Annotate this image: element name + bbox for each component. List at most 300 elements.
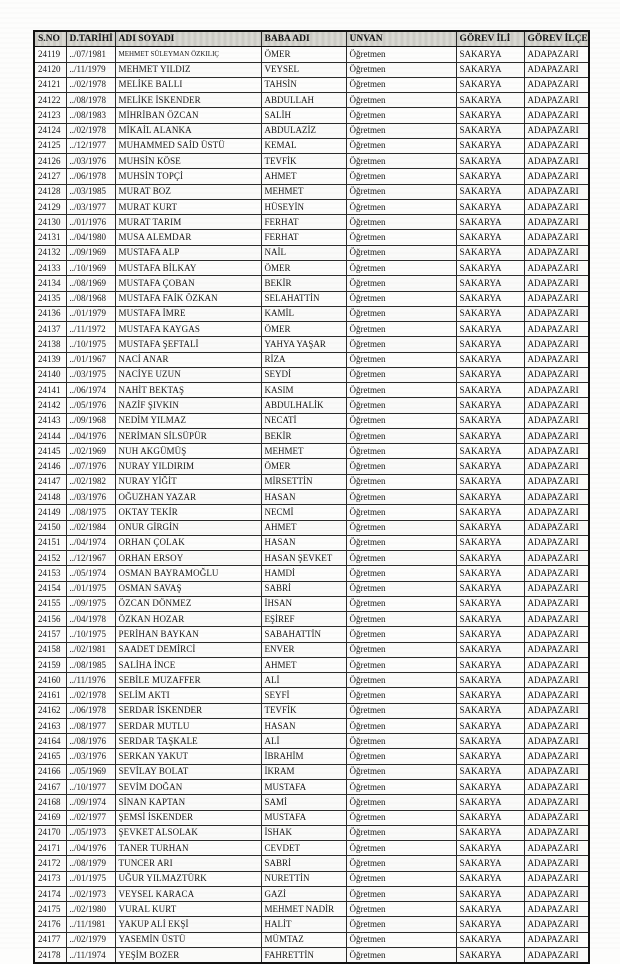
cell-unvan: Öğretmen [346, 886, 456, 901]
cell-adi-soyadi: MEHMET SÜLEYMAN ÖZKILIÇ [115, 47, 261, 62]
cell-d-tarihi: ../03/1976 [66, 154, 115, 169]
column-header-adi-soyadi: ADI SOYADI [115, 31, 261, 47]
cell-sno: 24159 [34, 657, 66, 672]
cell-unvan: Öğretmen [346, 322, 456, 337]
cell-d-tarihi: ../09/1969 [66, 245, 115, 260]
cell-sno: 24177 [34, 932, 66, 947]
cell-baba-adi: HÜSEYİN [261, 199, 346, 214]
table-row [34, 245, 589, 260]
cell-adi-soyadi: ONUR GİRGİN [115, 520, 261, 535]
table-row [34, 780, 589, 795]
cell-d-tarihi: ../09/1975 [66, 596, 115, 611]
cell-gorev-ilce: ADAPAZARI [524, 306, 589, 321]
table-row [34, 62, 589, 77]
cell-unvan: Öğretmen [346, 47, 456, 62]
cell-gorev-ilce: ADAPAZARI [524, 520, 589, 535]
cell-sno: 24137 [34, 322, 66, 337]
table-row [34, 764, 589, 779]
cell-gorev-ilce: ADAPAZARI [524, 337, 589, 352]
cell-sno: 24152 [34, 551, 66, 566]
cell-sno: 24140 [34, 367, 66, 382]
cell-baba-adi: SEYDİ [261, 367, 346, 382]
cell-gorev-ilce: ADAPAZARI [524, 230, 589, 245]
table-row [34, 489, 589, 504]
cell-gorev-ilce: ADAPAZARI [524, 856, 589, 871]
cell-baba-adi: YAHYA YAŞAR [261, 337, 346, 352]
table-row [34, 184, 589, 199]
cell-sno: 24168 [34, 795, 66, 810]
cell-baba-adi: SALİH [261, 108, 346, 123]
cell-adi-soyadi: ÖZKAN HOZAR [115, 612, 261, 627]
cell-d-tarihi: ../03/1976 [66, 489, 115, 504]
cell-gorev-ili: SAKARYA [456, 230, 524, 245]
cell-sno: 24154 [34, 581, 66, 596]
cell-sno: 24129 [34, 199, 66, 214]
table-row [34, 230, 589, 245]
table-row [34, 276, 589, 291]
cell-gorev-ili: SAKARYA [456, 856, 524, 871]
cell-baba-adi: HAMDİ [261, 566, 346, 581]
cell-adi-soyadi: OSMAN BAYRAMOĞLU [115, 566, 261, 581]
cell-gorev-ilce: ADAPAZARI [524, 947, 589, 963]
cell-d-tarihi: ../05/1974 [66, 566, 115, 581]
cell-sno: 24147 [34, 474, 66, 489]
cell-baba-adi: HASAN [261, 718, 346, 733]
cell-gorev-ilce: ADAPAZARI [524, 688, 589, 703]
cell-adi-soyadi: ÖZCAN DÖNMEZ [115, 596, 261, 611]
cell-d-tarihi: ../05/1969 [66, 764, 115, 779]
cell-d-tarihi: ../11/1981 [66, 917, 115, 932]
cell-unvan: Öğretmen [346, 123, 456, 138]
cell-unvan: Öğretmen [346, 428, 456, 443]
cell-baba-adi: ÖMER [261, 322, 346, 337]
cell-sno: 24139 [34, 352, 66, 367]
cell-gorev-ilce: ADAPAZARI [524, 245, 589, 260]
cell-d-tarihi: ../03/1977 [66, 199, 115, 214]
cell-unvan: Öğretmen [346, 260, 456, 275]
cell-baba-adi: NAİL [261, 245, 346, 260]
cell-adi-soyadi: MİHRİBAN ÖZCAN [115, 108, 261, 123]
cell-gorev-ilce: ADAPAZARI [524, 154, 589, 169]
cell-gorev-ili: SAKARYA [456, 489, 524, 504]
cell-unvan: Öğretmen [346, 245, 456, 260]
cell-gorev-ilce: ADAPAZARI [524, 902, 589, 917]
cell-d-tarihi: ../10/1969 [66, 260, 115, 275]
cell-gorev-ili: SAKARYA [456, 596, 524, 611]
cell-baba-adi: SAMİ [261, 795, 346, 810]
cell-gorev-ili: SAKARYA [456, 841, 524, 856]
cell-d-tarihi: ../02/1978 [66, 688, 115, 703]
cell-d-tarihi: ../01/1975 [66, 871, 115, 886]
cell-sno: 24157 [34, 627, 66, 642]
cell-adi-soyadi: OKTAY TEKİR [115, 505, 261, 520]
cell-adi-soyadi: SEBİLE MUZAFFER [115, 673, 261, 688]
cell-d-tarihi: ../03/1976 [66, 749, 115, 764]
cell-gorev-ili: SAKARYA [456, 627, 524, 642]
table-header [34, 31, 589, 47]
cell-sno: 24123 [34, 108, 66, 123]
cell-unvan: Öğretmen [346, 642, 456, 657]
table-row [34, 93, 589, 108]
cell-gorev-ilce: ADAPAZARI [524, 474, 589, 489]
cell-adi-soyadi: MUSTAFA BİLKAY [115, 260, 261, 275]
cell-sno: 24138 [34, 337, 66, 352]
cell-adi-soyadi: SEVİM DOĞAN [115, 780, 261, 795]
cell-adi-soyadi: MUSA ALEMDAR [115, 230, 261, 245]
cell-unvan: Öğretmen [346, 734, 456, 749]
cell-adi-soyadi: PERİHAN BAYKAN [115, 627, 261, 642]
cell-sno: 24132 [34, 245, 66, 260]
cell-sno: 24172 [34, 856, 66, 871]
cell-unvan: Öğretmen [346, 871, 456, 886]
cell-unvan: Öğretmen [346, 856, 456, 871]
cell-baba-adi: NECMİ [261, 505, 346, 520]
cell-baba-adi: AHMET [261, 169, 346, 184]
cell-baba-adi: HASAN ŞEVKET [261, 551, 346, 566]
cell-d-tarihi: ../02/1969 [66, 444, 115, 459]
cell-unvan: Öğretmen [346, 230, 456, 245]
cell-adi-soyadi: SALİHA İNCE [115, 657, 261, 672]
cell-d-tarihi: ../02/1981 [66, 642, 115, 657]
cell-unvan: Öğretmen [346, 199, 456, 214]
cell-d-tarihi: ../08/1969 [66, 276, 115, 291]
cell-sno: 24176 [34, 917, 66, 932]
cell-gorev-ili: SAKARYA [456, 520, 524, 535]
cell-adi-soyadi: NACİYE UZUN [115, 367, 261, 382]
cell-sno: 24163 [34, 718, 66, 733]
cell-gorev-ilce: ADAPAZARI [524, 77, 589, 92]
cell-baba-adi: AHMET [261, 657, 346, 672]
cell-gorev-ilce: ADAPAZARI [524, 764, 589, 779]
cell-gorev-ili: SAKARYA [456, 215, 524, 230]
table-row [34, 535, 589, 550]
column-header-gorev-ili: GÖREV İLİ [456, 31, 524, 47]
table-row [34, 138, 589, 153]
cell-gorev-ilce: ADAPAZARI [524, 780, 589, 795]
cell-adi-soyadi: NUH AKGÜMÜŞ [115, 444, 261, 459]
table-row [34, 108, 589, 123]
cell-unvan: Öğretmen [346, 902, 456, 917]
cell-gorev-ilce: ADAPAZARI [524, 260, 589, 275]
cell-gorev-ili: SAKARYA [456, 581, 524, 596]
cell-d-tarihi: ../08/1977 [66, 718, 115, 733]
cell-d-tarihi: ../04/1974 [66, 535, 115, 550]
cell-gorev-ili: SAKARYA [456, 306, 524, 321]
cell-unvan: Öğretmen [346, 184, 456, 199]
cell-gorev-ilce: ADAPAZARI [524, 749, 589, 764]
cell-sno: 24119 [34, 47, 66, 62]
cell-adi-soyadi: MUSTAFA KAYGAS [115, 322, 261, 337]
cell-d-tarihi: ../08/1975 [66, 505, 115, 520]
cell-unvan: Öğretmen [346, 337, 456, 352]
table-row [34, 917, 589, 932]
cell-unvan: Öğretmen [346, 688, 456, 703]
cell-gorev-ilce: ADAPAZARI [524, 215, 589, 230]
cell-adi-soyadi: NERİMAN SİLSÜPÜR [115, 428, 261, 443]
cell-gorev-ilce: ADAPAZARI [524, 612, 589, 627]
cell-gorev-ilce: ADAPAZARI [524, 871, 589, 886]
cell-unvan: Öğretmen [346, 276, 456, 291]
column-header-baba-adi: BABA ADI [261, 31, 346, 47]
cell-gorev-ilce: ADAPAZARI [524, 566, 589, 581]
cell-baba-adi: BEKİR [261, 428, 346, 443]
cell-sno: 24151 [34, 535, 66, 550]
cell-gorev-ilce: ADAPAZARI [524, 642, 589, 657]
cell-gorev-ili: SAKARYA [456, 428, 524, 443]
cell-gorev-ilce: ADAPAZARI [524, 657, 589, 672]
cell-d-tarihi: ../02/1978 [66, 77, 115, 92]
cell-adi-soyadi: NACİ ANAR [115, 352, 261, 367]
cell-unvan: Öğretmen [346, 108, 456, 123]
cell-baba-adi: İSHAK [261, 825, 346, 840]
cell-adi-soyadi: MURAT BOZ [115, 184, 261, 199]
table-row [34, 47, 589, 62]
cell-d-tarihi: ../03/1975 [66, 367, 115, 382]
cell-d-tarihi: ../08/1968 [66, 291, 115, 306]
cell-gorev-ilce: ADAPAZARI [524, 276, 589, 291]
cell-unvan: Öğretmen [346, 413, 456, 428]
cell-sno: 24126 [34, 154, 66, 169]
cell-baba-adi: MEHMET [261, 184, 346, 199]
table-row [34, 932, 589, 947]
column-header-d-tarihi: D.TARİHİ [66, 31, 115, 47]
cell-sno: 24166 [34, 764, 66, 779]
cell-baba-adi: SEYFİ [261, 688, 346, 703]
cell-gorev-ili: SAKARYA [456, 93, 524, 108]
cell-sno: 24125 [34, 138, 66, 153]
cell-baba-adi: ABDULHALİK [261, 398, 346, 413]
cell-d-tarihi: ../08/1979 [66, 856, 115, 871]
cell-d-tarihi: ../06/1974 [66, 383, 115, 398]
cell-gorev-ilce: ADAPAZARI [524, 810, 589, 825]
cell-sno: 24148 [34, 489, 66, 504]
column-header-sno: S.NO [34, 31, 66, 47]
cell-unvan: Öğretmen [346, 825, 456, 840]
cell-baba-adi: HASAN [261, 535, 346, 550]
cell-adi-soyadi: MİKAİL ALANKA [115, 123, 261, 138]
cell-baba-adi: SABAHATTİN [261, 627, 346, 642]
table-row [34, 154, 589, 169]
cell-d-tarihi: ../10/1975 [66, 337, 115, 352]
cell-d-tarihi: ../11/1972 [66, 322, 115, 337]
cell-unvan: Öğretmen [346, 93, 456, 108]
cell-adi-soyadi: MURAT TARIM [115, 215, 261, 230]
cell-baba-adi: ÖMER [261, 459, 346, 474]
cell-unvan: Öğretmen [346, 444, 456, 459]
cell-baba-adi: TEVFİK [261, 154, 346, 169]
cell-gorev-ili: SAKARYA [456, 337, 524, 352]
cell-adi-soyadi: SEVİLAY BOLAT [115, 764, 261, 779]
cell-gorev-ilce: ADAPAZARI [524, 383, 589, 398]
cell-d-tarihi: ../12/1967 [66, 551, 115, 566]
cell-sno: 24173 [34, 871, 66, 886]
cell-baba-adi: MİRSETTİN [261, 474, 346, 489]
table-row [34, 383, 589, 398]
cell-gorev-ilce: ADAPAZARI [524, 108, 589, 123]
cell-gorev-ili: SAKARYA [456, 138, 524, 153]
cell-gorev-ilce: ADAPAZARI [524, 352, 589, 367]
cell-d-tarihi: ../12/1977 [66, 138, 115, 153]
cell-adi-soyadi: YEŞİM BOZER [115, 947, 261, 963]
table-row [34, 795, 589, 810]
cell-sno: 24130 [34, 215, 66, 230]
cell-gorev-ilce: ADAPAZARI [524, 169, 589, 184]
cell-adi-soyadi: MUHSİN TOPÇİ [115, 169, 261, 184]
cell-d-tarihi: ../02/1980 [66, 902, 115, 917]
cell-baba-adi: RİZA [261, 352, 346, 367]
cell-gorev-ilce: ADAPAZARI [524, 673, 589, 688]
cell-gorev-ili: SAKARYA [456, 642, 524, 657]
cell-baba-adi: SELAHATTİN [261, 291, 346, 306]
cell-d-tarihi: ../06/1978 [66, 169, 115, 184]
cell-gorev-ili: SAKARYA [456, 184, 524, 199]
cell-sno: 24155 [34, 596, 66, 611]
cell-baba-adi: KASIM [261, 383, 346, 398]
cell-unvan: Öğretmen [346, 291, 456, 306]
cell-unvan: Öğretmen [346, 947, 456, 963]
cell-gorev-ili: SAKARYA [456, 444, 524, 459]
table-row [34, 215, 589, 230]
cell-gorev-ili: SAKARYA [456, 474, 524, 489]
cell-sno: 24178 [34, 947, 66, 963]
cell-gorev-ili: SAKARYA [456, 276, 524, 291]
cell-sno: 24133 [34, 260, 66, 275]
cell-baba-adi: ÖMER [261, 260, 346, 275]
cell-adi-soyadi: NAZİF ŞIVKIN [115, 398, 261, 413]
table-row [34, 367, 589, 382]
cell-sno: 24145 [34, 444, 66, 459]
table-row [34, 642, 589, 657]
cell-gorev-ili: SAKARYA [456, 764, 524, 779]
cell-adi-soyadi: MUSTAFA ŞEFTALİ [115, 337, 261, 352]
cell-d-tarihi: ../05/1976 [66, 398, 115, 413]
cell-adi-soyadi: YASEMİN ÜSTÜ [115, 932, 261, 947]
cell-baba-adi: ALİ [261, 673, 346, 688]
cell-adi-soyadi: MUSTAFA FAİK ÖZKAN [115, 291, 261, 306]
cell-gorev-ili: SAKARYA [456, 383, 524, 398]
cell-unvan: Öğretmen [346, 474, 456, 489]
cell-adi-soyadi: ORHAN ÇOLAK [115, 535, 261, 550]
cell-unvan: Öğretmen [346, 673, 456, 688]
cell-gorev-ili: SAKARYA [456, 780, 524, 795]
cell-sno: 24128 [34, 184, 66, 199]
cell-unvan: Öğretmen [346, 596, 456, 611]
table-row [34, 657, 589, 672]
cell-d-tarihi: ../08/1983 [66, 108, 115, 123]
cell-d-tarihi: ../04/1980 [66, 230, 115, 245]
cell-unvan: Öğretmen [346, 932, 456, 947]
cell-adi-soyadi: TUNCER ARI [115, 856, 261, 871]
cell-d-tarihi: ../02/1982 [66, 474, 115, 489]
cell-d-tarihi: ../01/1975 [66, 581, 115, 596]
cell-unvan: Öğretmen [346, 77, 456, 92]
cell-d-tarihi: ../11/1976 [66, 673, 115, 688]
cell-unvan: Öğretmen [346, 581, 456, 596]
cell-baba-adi: FERHAT [261, 230, 346, 245]
table-row [34, 199, 589, 214]
cell-d-tarihi: ../10/1977 [66, 780, 115, 795]
cell-gorev-ilce: ADAPAZARI [524, 718, 589, 733]
cell-gorev-ilce: ADAPAZARI [524, 62, 589, 77]
cell-gorev-ili: SAKARYA [456, 352, 524, 367]
cell-sno: 24175 [34, 902, 66, 917]
cell-gorev-ili: SAKARYA [456, 551, 524, 566]
table-row [34, 825, 589, 840]
table-row [34, 703, 589, 718]
cell-gorev-ilce: ADAPAZARI [524, 413, 589, 428]
cell-d-tarihi: ../06/1978 [66, 703, 115, 718]
cell-baba-adi: FAHRETTİN [261, 947, 346, 963]
cell-gorev-ilce: ADAPAZARI [524, 581, 589, 596]
cell-adi-soyadi: SERDAR MUTLU [115, 718, 261, 733]
cell-adi-soyadi: SİNAN KAPTAN [115, 795, 261, 810]
table-row [34, 856, 589, 871]
cell-unvan: Öğretmen [346, 703, 456, 718]
cell-gorev-ilce: ADAPAZARI [524, 795, 589, 810]
cell-unvan: Öğretmen [346, 398, 456, 413]
table-row [34, 444, 589, 459]
cell-baba-adi: SABRİ [261, 581, 346, 596]
cell-adi-soyadi: SERDAR İSKENDER [115, 703, 261, 718]
cell-d-tarihi: ../11/1974 [66, 947, 115, 963]
cell-gorev-ili: SAKARYA [456, 62, 524, 77]
cell-sno: 24162 [34, 703, 66, 718]
cell-d-tarihi: ../10/1975 [66, 627, 115, 642]
cell-adi-soyadi: MELİKE BALLI [115, 77, 261, 92]
cell-sno: 24164 [34, 734, 66, 749]
cell-gorev-ilce: ADAPAZARI [524, 322, 589, 337]
cell-sno: 24131 [34, 230, 66, 245]
cell-d-tarihi: ../04/1976 [66, 428, 115, 443]
cell-gorev-ili: SAKARYA [456, 398, 524, 413]
cell-gorev-ilce: ADAPAZARI [524, 551, 589, 566]
cell-gorev-ilce: ADAPAZARI [524, 917, 589, 932]
table-row [34, 413, 589, 428]
cell-gorev-ilce: ADAPAZARI [524, 398, 589, 413]
cell-gorev-ili: SAKARYA [456, 459, 524, 474]
cell-gorev-ili: SAKARYA [456, 795, 524, 810]
cell-d-tarihi: ../02/1979 [66, 932, 115, 947]
table-row [34, 673, 589, 688]
table-row [34, 718, 589, 733]
cell-baba-adi: FERHAT [261, 215, 346, 230]
cell-gorev-ilce: ADAPAZARI [524, 886, 589, 901]
cell-d-tarihi: ../09/1974 [66, 795, 115, 810]
cell-baba-adi: NECATİ [261, 413, 346, 428]
cell-gorev-ili: SAKARYA [456, 505, 524, 520]
cell-gorev-ili: SAKARYA [456, 749, 524, 764]
cell-baba-adi: İKRAM [261, 764, 346, 779]
cell-baba-adi: ABDULAZİZ [261, 123, 346, 138]
cell-gorev-ilce: ADAPAZARI [524, 596, 589, 611]
cell-d-tarihi: ../05/1973 [66, 825, 115, 840]
cell-unvan: Öğretmen [346, 612, 456, 627]
cell-unvan: Öğretmen [346, 169, 456, 184]
cell-adi-soyadi: MUSTAFA ALP [115, 245, 261, 260]
cell-sno: 24174 [34, 886, 66, 901]
cell-adi-soyadi: ŞEVKET ALSOLAK [115, 825, 261, 840]
cell-gorev-ili: SAKARYA [456, 673, 524, 688]
cell-baba-adi: NURETTİN [261, 871, 346, 886]
cell-unvan: Öğretmen [346, 917, 456, 932]
cell-sno: 24167 [34, 780, 66, 795]
cell-adi-soyadi: SAADET DEMİRCİ [115, 642, 261, 657]
cell-gorev-ilce: ADAPAZARI [524, 184, 589, 199]
cell-adi-soyadi: SERKAN YAKUT [115, 749, 261, 764]
cell-d-tarihi: ../02/1977 [66, 810, 115, 825]
cell-gorev-ilce: ADAPAZARI [524, 535, 589, 550]
cell-baba-adi: TEVFİK [261, 703, 346, 718]
